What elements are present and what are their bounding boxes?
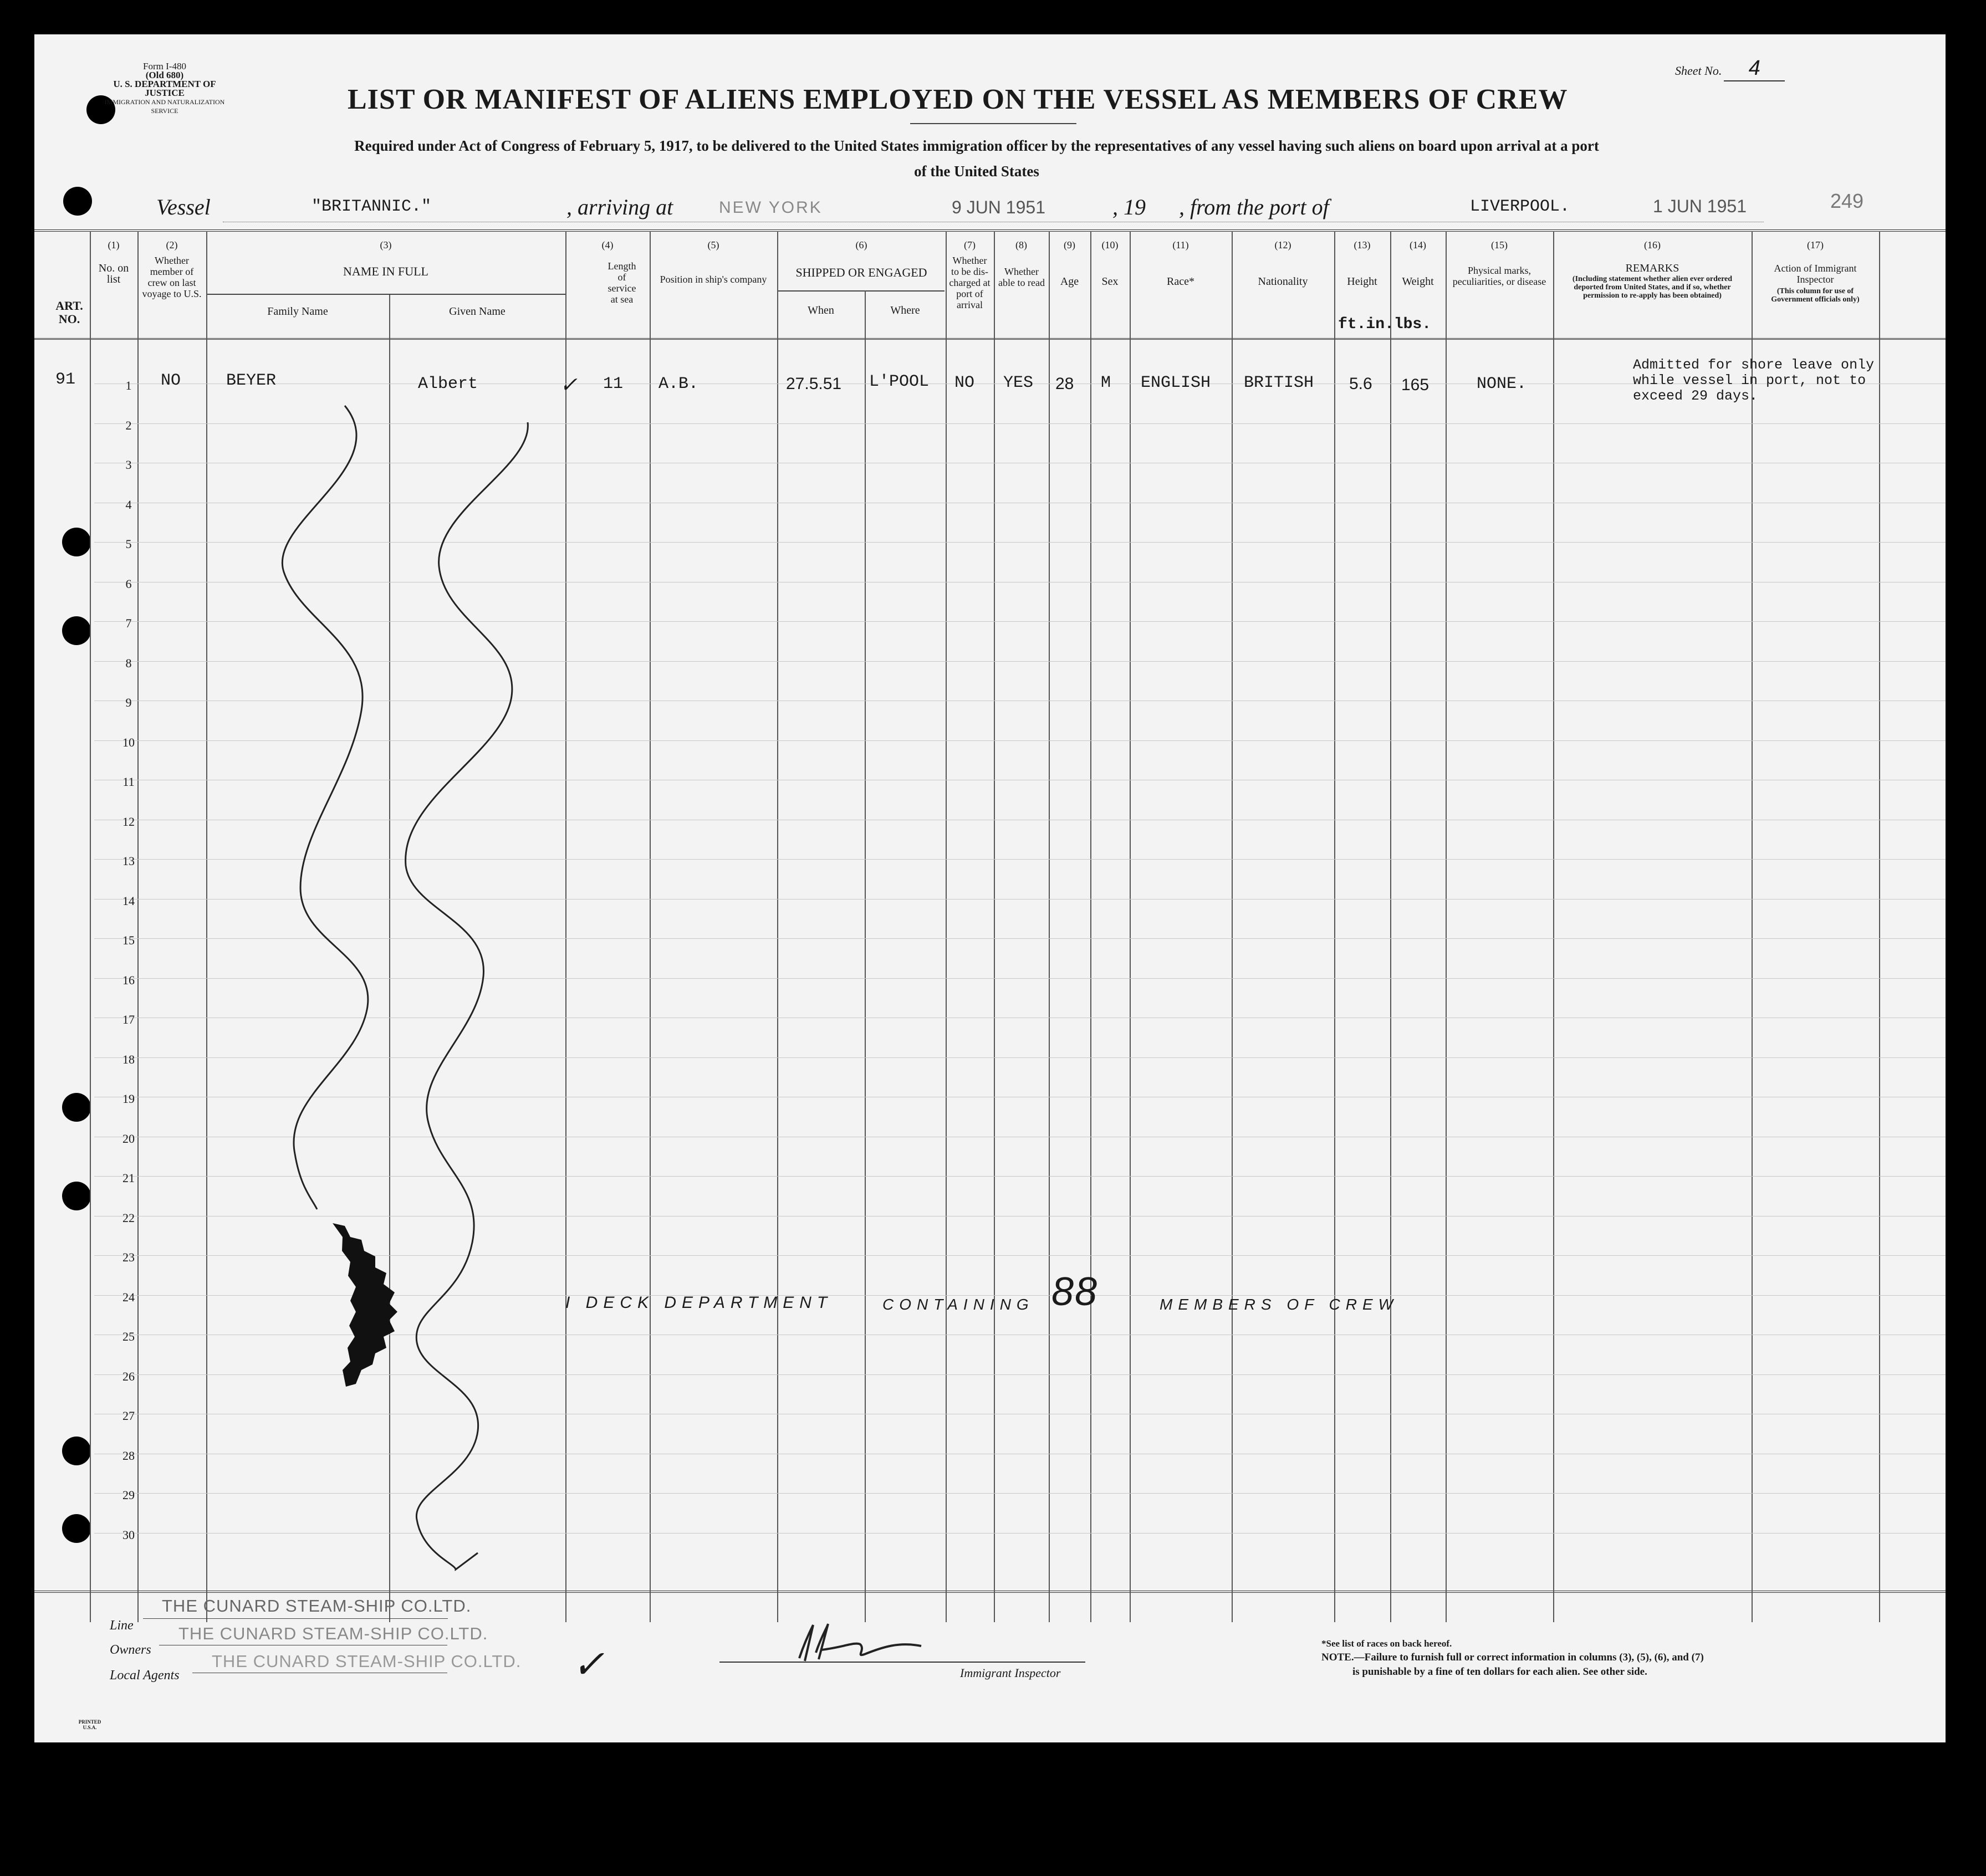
entry-nationality: BRITISH <box>1244 374 1314 392</box>
footer-note-races: *See list of races on back hereof. <box>1321 1638 1452 1649</box>
line-underline <box>143 1618 448 1619</box>
departure-date: 1 JUN 1951 <box>1653 196 1747 216</box>
column-number: (12) <box>1274 239 1291 251</box>
height-weight-units: ft.in.lbs. <box>1338 316 1432 333</box>
column-label-when: When <box>808 304 834 316</box>
entry-position: A.B. <box>658 375 699 393</box>
row-number: 18 <box>122 1052 135 1066</box>
entry-height: 5.6 <box>1349 375 1372 393</box>
company-stamp-agents: THE CUNARD STEAM-SHIP CO.LTD. <box>212 1652 522 1671</box>
column-label-shipped-engaged: SHIPPED OR ENGAGED <box>795 265 927 279</box>
vessel-name: "BRITANNIC." <box>312 197 432 216</box>
column-label-no-on-list: No. on list <box>98 262 129 285</box>
footer-note-fine: is punishable by a fine of ten dollars for each alien. See other side. <box>1352 1666 1647 1678</box>
column-label-given-name: Given Name <box>449 305 506 318</box>
entry-weight: 165 <box>1401 376 1429 394</box>
column-number: (1) <box>108 239 120 251</box>
entry-physical-marks: NONE. <box>1477 375 1527 393</box>
entry-discharged: NO <box>954 374 975 392</box>
row-number: 12 <box>122 814 135 829</box>
column-number: (15) <box>1491 239 1508 251</box>
column-number: (13) <box>1354 239 1371 251</box>
column-number: (17) <box>1807 239 1824 251</box>
column-label-physical-marks: Physical marks, peculiarities, or disease <box>1452 265 1546 287</box>
vessel-label: Vessel <box>156 195 211 219</box>
sheet-label: Sheet No. <box>1675 64 1722 78</box>
column-number: (5) <box>707 239 719 251</box>
subtitle-line-2: of the United States <box>914 163 1039 180</box>
inspector-label: Immigrant Inspector <box>960 1666 1061 1680</box>
row-number: 13 <box>122 854 135 868</box>
arriving-port: NEW YORK <box>719 198 823 217</box>
wavy-line-right <box>406 422 528 1570</box>
local-agents-label: Local Agents <box>110 1668 180 1683</box>
deck-department-note: I DECK DEPARTMENT <box>565 1294 833 1312</box>
column-label-race: Race* <box>1167 275 1194 288</box>
owners-label: Owners <box>110 1643 151 1657</box>
row-number: 30 <box>122 1527 135 1542</box>
year-label: , 19 <box>1112 195 1146 219</box>
column-label-name-in-full: NAME IN FULL <box>343 264 428 278</box>
entry-family-name: BEYER <box>226 371 277 390</box>
row-number: 20 <box>122 1131 135 1146</box>
line-label: Line <box>110 1618 134 1633</box>
column-number: (8) <box>1015 239 1027 251</box>
row-number: 29 <box>122 1488 135 1502</box>
column-label-remarks-note: (Including statement whether alien ever ordered deported from United States, and if so, whether permission to re-apply has been obtained) <box>1572 275 1733 300</box>
entry-race: ENGLISH <box>1141 374 1211 392</box>
column-label-age: Age <box>1060 275 1079 288</box>
row-number: 19 <box>122 1092 135 1106</box>
members-of-crew-label: MEMBERS OF CREW <box>1160 1296 1399 1313</box>
art-no-label: ART. NO. <box>55 299 83 326</box>
form-number: Form I-480 <box>143 61 186 71</box>
from-port-label: , from the port of <box>1179 195 1329 219</box>
entry-length-of-service: 11 <box>603 375 624 393</box>
seal-stamp-icon <box>333 1223 397 1387</box>
entry-age: 28 <box>1055 375 1074 393</box>
row-number: 3 <box>125 458 132 472</box>
row-number: 9 <box>125 696 132 709</box>
column-number: (4) <box>601 239 614 251</box>
check-mark-icon: ✓ <box>572 1644 605 1686</box>
row-number: 15 <box>122 933 135 947</box>
column-label-sex: Sex <box>1101 275 1119 288</box>
row-number: 5 <box>125 537 132 551</box>
row-number: 28 <box>122 1448 135 1463</box>
column-label-length-of-service: Length of service at sea <box>607 260 636 305</box>
containing-label: CONTAINING <box>882 1296 1034 1313</box>
check-mark-icon: ✓ <box>560 374 578 397</box>
row-number: 2 <box>125 418 132 432</box>
entry-remarks-line-2: while vessel in port, not to <box>1633 372 1866 389</box>
row-number: 16 <box>122 973 135 987</box>
page-number: 249 <box>1830 190 1864 212</box>
service: IMMIGRATION AND NATURALIZATION SERVICE <box>104 98 225 115</box>
company-stamp-line: THE CUNARD STEAM-SHIP CO.LTD. <box>162 1596 472 1616</box>
row-number: 1 <box>125 379 132 392</box>
entry-shipped-where: L'POOL <box>869 372 930 391</box>
column-label-last-voyage: Whether member of crew on last voyage to U.S. <box>142 255 202 299</box>
column-number: (9) <box>1064 239 1075 251</box>
row-number: 27 <box>122 1409 135 1423</box>
row-number: 17 <box>122 1013 135 1026</box>
entry-able-to-read: YES <box>1003 374 1034 392</box>
strike-lines <box>34 34 1946 1742</box>
row-number: 22 <box>122 1210 135 1225</box>
column-label-discharged: Whether to be dis-charged at port of arrival <box>949 255 991 310</box>
from-port: LIVERPOOL. <box>1470 197 1570 216</box>
entry-sex: M <box>1101 374 1111 392</box>
column-number: (7) <box>964 239 976 251</box>
row-number: 23 <box>122 1250 135 1264</box>
column-number: (2) <box>166 239 178 251</box>
form-old-number: (Old 680) <box>145 70 184 80</box>
column-number: (11) <box>1172 239 1189 251</box>
inspector-underline <box>719 1662 1085 1663</box>
manifest-sheet <box>34 34 1946 1742</box>
column-number: (3) <box>380 239 392 251</box>
row-number: 26 <box>122 1369 135 1383</box>
entry-shipped-when: 27.5.51 <box>786 375 842 393</box>
row-number: 25 <box>122 1330 135 1343</box>
column-label-weight: Weight <box>1402 275 1434 288</box>
row-number: 24 <box>122 1290 135 1304</box>
row-number: 4 <box>125 497 132 512</box>
company-stamp-owners: THE CUNARD STEAM-SHIP CO.LTD. <box>178 1624 488 1643</box>
column-label-inspector-note: (This column for use of Government officials only) <box>1771 287 1860 304</box>
printed-mark: PRINTED U.S.A. <box>78 1719 101 1730</box>
row-number: 14 <box>122 893 135 908</box>
entry-last-voyage: NO <box>161 371 181 390</box>
crew-count: 88 <box>1051 1270 1099 1314</box>
column-label-height: Height <box>1347 275 1377 288</box>
column-label-remarks: REMARKS <box>1625 262 1679 274</box>
wavy-line-left <box>282 406 368 1209</box>
row-number: 21 <box>122 1171 135 1185</box>
page-title: LIST OR MANIFEST OF ALIENS EMPLOYED ON THE VESSEL AS MEMBERS OF CREW <box>348 84 1568 115</box>
entry-remarks-line-1: Admitted for shore leave only <box>1633 357 1875 373</box>
row-number: 10 <box>122 735 135 749</box>
column-label-where: Where <box>890 304 920 316</box>
column-label-inspector-action: Action of Immigrant Inspector <box>1774 263 1857 285</box>
row-number: 8 <box>125 656 132 670</box>
entry-art-no: 91 <box>55 370 76 389</box>
arriving-label: , arriving at <box>566 195 673 219</box>
row-number: 7 <box>125 616 132 630</box>
column-label-nationality: Nationality <box>1258 275 1308 288</box>
column-number: (10) <box>1101 239 1119 251</box>
footer-note-failure: NOTE.—Failure to furnish full or correct information in columns (3), (5), (6), and (7) <box>1321 1652 1704 1663</box>
sheet-number: 4 <box>1724 57 1785 81</box>
column-label-position: Position in ship's company <box>660 274 767 285</box>
subtitle-line-1: Required under Act of Congress of February 5, 1917, to be delivered to the United States immigration officer by the representatives of any vessel having such aliens on board upon arrival at a port <box>354 137 1599 154</box>
column-number: (16) <box>1644 239 1661 251</box>
entry-remarks-line-3: exceed 29 days. <box>1633 388 1758 404</box>
arrival-date: 9 JUN 1951 <box>952 197 1045 217</box>
row-number: 6 <box>125 576 132 591</box>
column-label-able-to-read: Whether able to read <box>998 266 1045 288</box>
column-label-family-name: Family Name <box>267 305 328 318</box>
column-number: (6) <box>855 239 867 251</box>
department: U. S. DEPARTMENT OF JUSTICE <box>113 79 216 98</box>
entry-given-name: Albert <box>418 375 478 393</box>
column-number: (14) <box>1410 239 1426 251</box>
row-number: 11 <box>122 775 135 789</box>
